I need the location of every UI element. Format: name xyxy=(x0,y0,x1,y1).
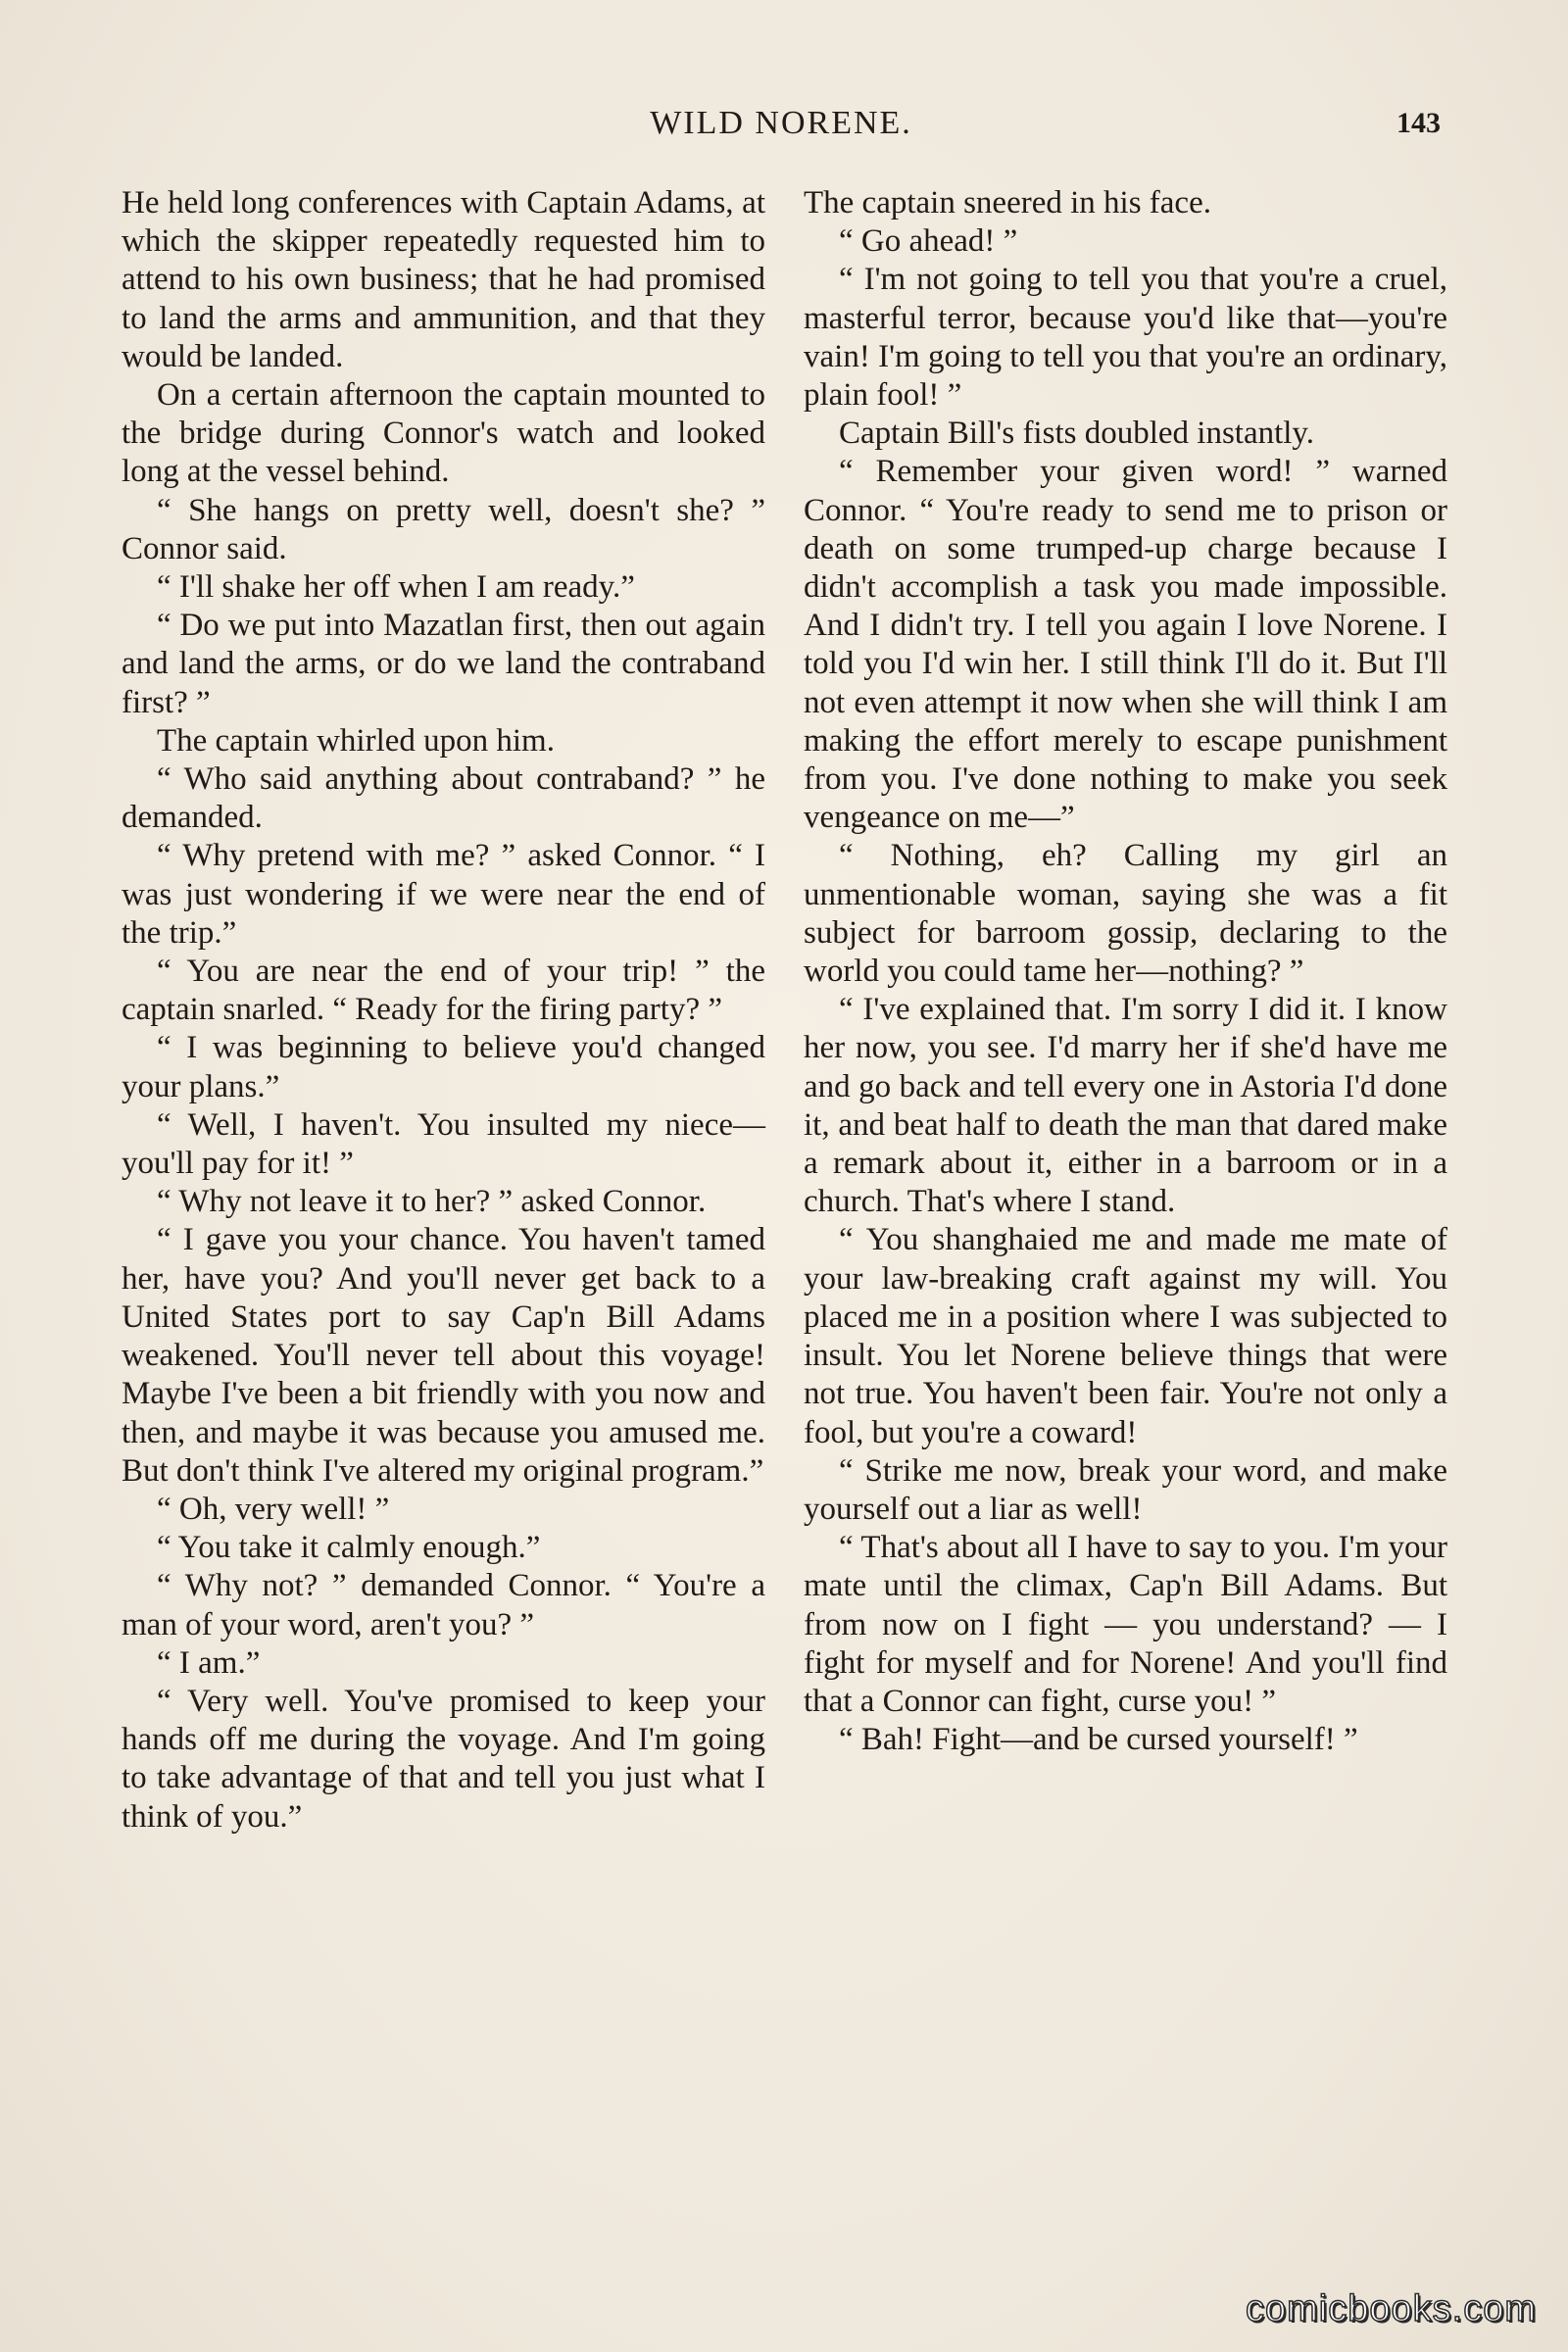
paragraph: “ I was beginning to believe you'd changed your plans.” xyxy=(122,1030,765,1104)
running-title: WILD NORENE. xyxy=(650,105,912,141)
paragraph: “ You shanghaied me and made me mate of your law-breaking craft against my will. You placed me in a position where I was subjected to insult. You let Norene believe things that were not true. You haven't been fair. You're not only a fool, but you're a coward! xyxy=(804,1222,1447,1450)
paragraph: The captain sneered in his face. xyxy=(804,185,1211,220)
paragraph: “ Nothing, eh? Calling my girl an unmentionable woman, saying she was a fit subject for barroom gossip, declaring to the world you could tame her—nothing? ” xyxy=(804,838,1447,990)
paragraph: “ That's about all I have to say to you. I'm your mate until the climax, Cap'n Bill Adams. But from now on I fight — you understand? — I fight for myself and for Norene! And you'll find that a Connor can fight, curse you! ” xyxy=(804,1530,1447,1719)
paragraph: “ Oh, very well! ” xyxy=(157,1491,390,1527)
paragraph: “ I am.” xyxy=(157,1644,261,1681)
paragraph: “ She hangs on pretty well, doesn't she? ” Connor said. xyxy=(122,492,765,566)
paragraph: “ Why not? ” demanded Connor. “ You're a man of your word, aren't you? ” xyxy=(122,1568,765,1642)
paragraph: He held long conferences with Captain Adams, at which the skipper repeatedly requested him to attend to his own business; that he had promised to land the arms and ammunition, and that they would be landed. xyxy=(122,185,765,374)
paragraph: “ I gave you your chance. You haven't tamed her, have you? And you'll never get back to a United States port to say Cap'n Bill Adams weakened. You'll never tell about this voyage! Maybe I've been a bit friendly with you now and then, and maybe it was because you amused me. But don't think I've altered my original program.” xyxy=(122,1222,765,1489)
paragraph: “ Go ahead! ” xyxy=(839,223,1018,260)
paragraph: “ Why pretend with me? ” asked Connor. “ I was just wondering if we were near the end of the trip.” xyxy=(122,838,765,951)
paragraph: “ Who said anything about contraband? ” he demanded. xyxy=(122,761,765,836)
paragraph: On a certain afternoon the captain mounted to the bridge during Connor's watch and looked long at the vessel behind. xyxy=(122,377,765,490)
paragraph: “ Why not leave it to her? ” asked Connor. xyxy=(157,1184,707,1220)
paragraph: “ Strike me now, break your word, and make yourself out a liar as well! xyxy=(804,1452,1447,1527)
paragraph: “ Very well. You've promised to keep your hands off me during the voyage. And I'm going to take advantage of that and tell you just what I think of you.” xyxy=(122,1683,765,1835)
left-text-column xyxy=(122,184,765,1837)
paragraph: “ You are near the end of your trip! ” the captain snarled. “ Ready for the firing party? ” xyxy=(122,954,765,1028)
paragraph: “ Well, I haven't. You insulted my niece—you'll pay for it! ” xyxy=(122,1106,765,1182)
page-number: 143 xyxy=(1396,107,1441,139)
paragraph: “ You take it calmly enough.” xyxy=(157,1530,541,1566)
running-header xyxy=(122,100,1441,147)
paragraph: The captain whirled upon him. xyxy=(157,722,555,759)
paragraph: “ Do we put into Mazatlan first, then out again and land the arms, or do we land the contraband first? ” xyxy=(122,608,765,720)
watermark-logo: comicbooks.com xyxy=(1246,2288,1537,2329)
paragraph: Captain Bill's fists doubled instantly. xyxy=(839,416,1315,452)
paragraph: “ I'll shake her off when I am ready.” xyxy=(157,569,635,606)
paragraph: “ I've explained that. I'm sorry I did it. I know her now, you see. I'd marry her if she'd have me and go back and tell every one in Astoria I'd done it, and beat half to death the man that dared make a remark about it, either in a barroom or in a church. That's where I stand. xyxy=(804,992,1447,1220)
right-text-column xyxy=(804,184,1447,1759)
paragraph: “ Remember your given word! ” warned Connor. “ You're ready to send me to prison or death on some trumped-up charge because I didn't accomplish a task you made impossible. And I didn't try. I tell you again I love Norene. I told you I'd win her. I still think I'll do it. But I'll not even attempt it now when she will think I am making the effort merely to escape punishment from you. I've done nothing to make you seek vengeance on me—” xyxy=(804,454,1447,836)
paragraph: “ Bah! Fight—and be cursed yourself! ” xyxy=(839,1722,1358,1758)
paragraph: “ I'm not going to tell you that you're a cruel, masterful terror, because you'd like that—you're vain! I'm going to tell you that you're an ordinary, plain fool! ” xyxy=(804,262,1447,414)
